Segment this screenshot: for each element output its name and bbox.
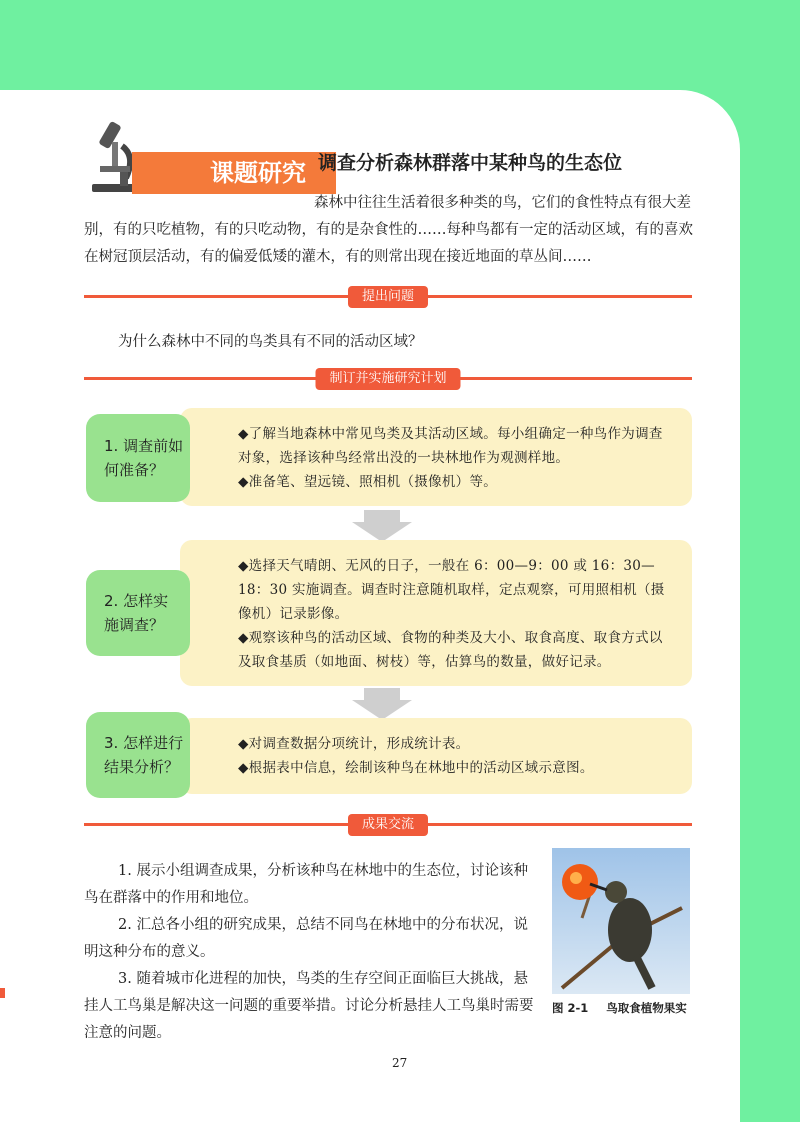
result-item-2: 2. 汇总各小组的研究成果，总结不同鸟在林地中的分布状况，说明这种分布的意义。 — [84, 917, 528, 960]
side-marker — [0, 988, 5, 998]
step-1-item-2: ◆准备笔、望远镜、照相机（摄像机）等。 — [238, 474, 498, 490]
figure-caption — [552, 1000, 705, 1016]
step-card-3 — [180, 718, 692, 794]
section-divider-share — [84, 814, 692, 834]
step-card-1 — [180, 408, 692, 506]
section-tag-plan: 制订并实施研究计划 — [315, 368, 460, 390]
section-divider-plan — [84, 368, 692, 388]
step-label-1: 1. 调查前如 何准备？ — [86, 414, 190, 502]
badge-label: 课题研究 — [132, 152, 336, 194]
section-badge — [82, 118, 306, 198]
figure-caption-text: 鸟取食植物果实 — [606, 1001, 687, 1015]
page-title: 调查分析森林群落中某种鸟的生态位 — [318, 152, 623, 174]
section-tag-share: 成果交流 — [348, 814, 428, 836]
intro-paragraph: 森林中往往生活着很多种类的鸟，它们的食性特点有很大差别，有的只吃植物，有的只吃动物，有的是杂食性的……每种鸟都有一定的活动区域，有的喜欢在树冠顶层活动，有的偏爱低矮的灌木，有的则常出现在接近地面的草丛间…… — [84, 195, 693, 265]
step-1-item-1: ◆了解当地森林中常见鸟类及其活动区域。每小组确定一种鸟作为调查对象，选择该种鸟经常出没的一块林地作为观测样地。 — [238, 426, 663, 466]
step-card-2 — [180, 540, 692, 686]
result-item-1: 1. 展示小组调查成果，分析该种鸟在林地中的生态位，讨论该种鸟在群落中的作用和地位。 — [84, 863, 528, 906]
result-item-3: 3. 随着城市化进程的加快，鸟类的生存空间正面临巨大挑战，悬挂人工鸟巢是解决这一问题的重要举措。讨论分析悬挂人工鸟巢时需要注意的问题。 — [84, 971, 534, 1041]
results-list — [84, 858, 536, 1047]
bird-photo — [552, 848, 690, 994]
step-3-item-2: ◆根据表中信息，绘制该种鸟在林地中的活动区域示意图。 — [238, 760, 594, 776]
down-arrow-icon — [352, 510, 412, 542]
page-number: 27 — [392, 1056, 408, 1070]
section-tag-ask: 提出问题 — [348, 286, 428, 308]
research-question: 为什么森林中不同的鸟类具有不同的活动区域？ — [118, 334, 423, 350]
section-divider-ask — [84, 286, 692, 306]
step-2-item-2: ◆观察该种鸟的活动区域、食物的种类及大小、取食高度、取食方式以及取食基质（如地面、树枝）等，估算鸟的数量，做好记录。 — [238, 630, 663, 670]
figure-number: 图 2-1 — [552, 1001, 589, 1015]
step-2-item-1: ◆选择天气晴朗、无风的日子，一般在 6：00—9：00 或 16：30—18：30 实施调查。调查时注意随机取样，定点观察，可用照相机（摄像机）记录影像。 — [238, 558, 665, 622]
step-label-3: 3. 怎样进行 结果分析？ — [86, 712, 190, 798]
step-3-item-1: ◆对调查数据分项统计，形成统计表。 — [238, 736, 470, 752]
down-arrow-icon — [352, 688, 412, 720]
step-label-2: 2. 怎样实 施调查？ — [86, 570, 190, 656]
